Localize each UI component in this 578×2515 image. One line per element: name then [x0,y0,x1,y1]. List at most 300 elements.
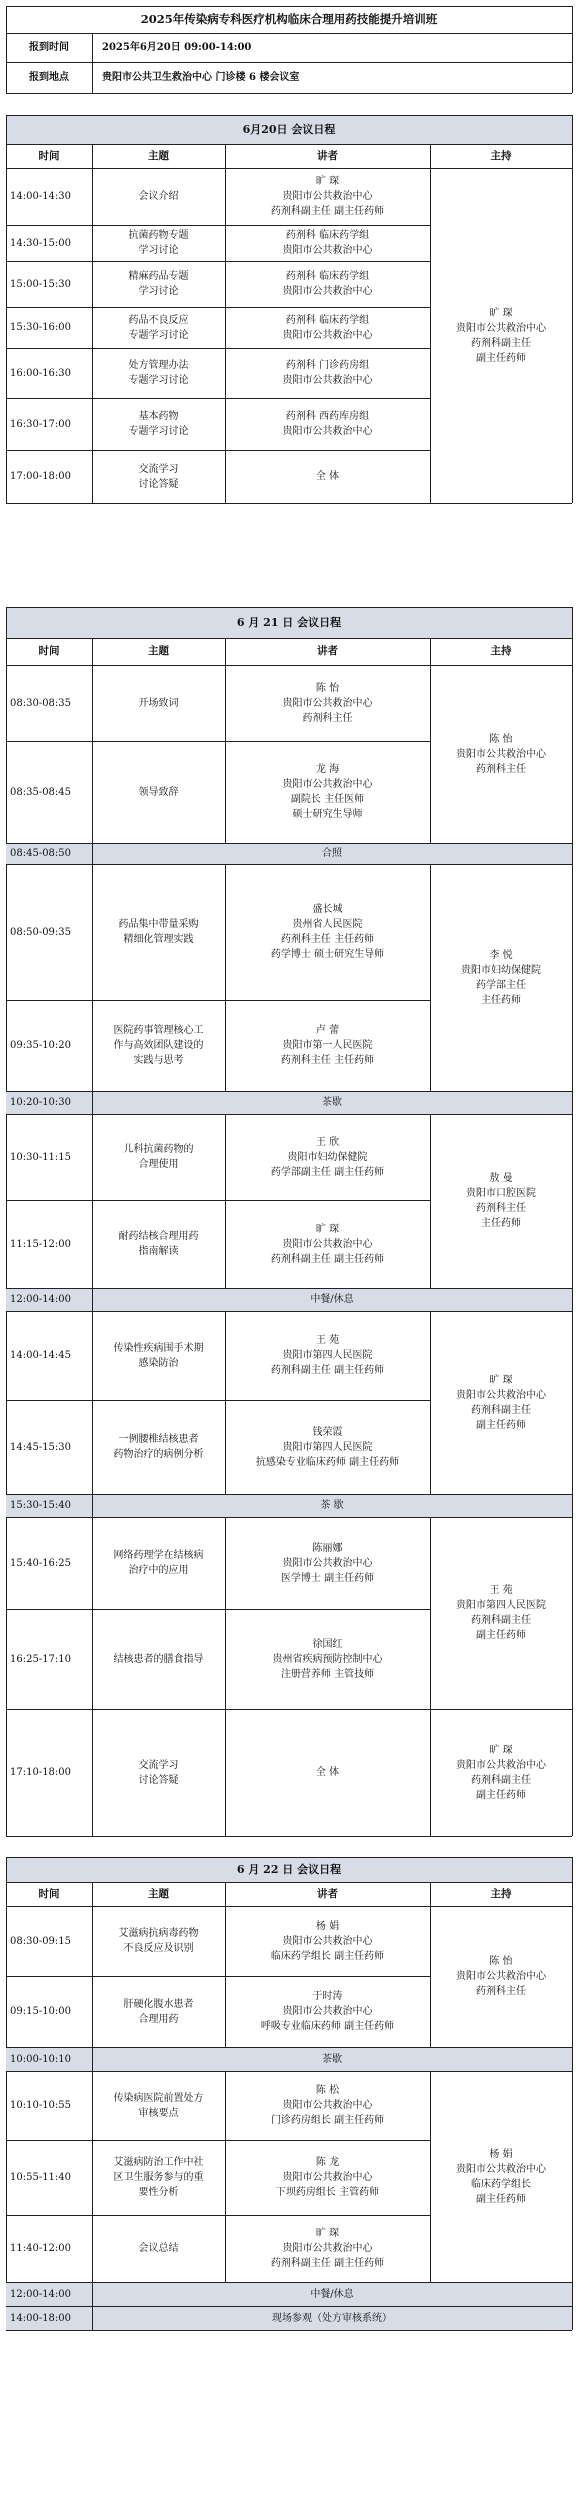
column-rule [225,2071,226,2140]
column-rule [225,2215,226,2282]
session-time: 10:10-10:55 [10,2100,72,2111]
session-host: 药剂科副主任 [471,1775,531,1786]
session-topic: 一例腰椎结核患者 [118,1434,199,1445]
session-host: 杨 娟 [489,2149,513,2160]
column-rule [430,665,431,741]
column-rule [225,307,226,348]
session-topic: 药品不良反应 [128,315,189,326]
session-topic: 专题学习讨论 [128,426,189,437]
session-speaker: 贵阳市公共救治中心 [282,2100,373,2111]
session-speaker: 钱荣霞 [312,1427,343,1438]
column-rule [430,2071,431,2140]
session-topic: 会议总结 [138,2243,179,2254]
session-topic: 合理使用 [138,1159,179,1170]
session-speaker: 药剂科 临床药学组 [285,315,370,326]
column-rule [430,450,431,503]
session-speaker: 副院长 主任医师 [290,794,365,805]
column-header-time: 时间 [38,1888,60,1900]
session-host: 贵阳市公共救治中心 [456,749,546,760]
row-rule [6,398,430,399]
column-header-host: 主持 [490,150,512,162]
column-rule [6,665,7,1836]
session-speaker: 贵阳市公共救治中心 [282,245,373,256]
session-topic: 艾滋病防治工作中社 [113,2157,204,2168]
column-rule [225,168,226,225]
session-speaker: 临床药学组长 副主任药师 [270,1951,385,1962]
session-time: 11:40-12:00 [10,2243,72,2254]
column-rule [430,348,431,398]
session-speaker: 药剂科 门诊药房组 [285,360,370,371]
session-host: 陈 怡 [489,1956,513,1967]
session-speaker: 药剂科 临床药学组 [285,230,370,241]
column-rule [430,1114,431,1200]
session-host: 药剂科副主任 [471,338,531,349]
column-rule [430,1976,431,2047]
session-speaker: 注册营养师 主管技师 [280,1669,375,1680]
session-topic: 领导致辞 [138,787,179,798]
column-rule [225,1709,226,1836]
session-topic: 合理用药 [138,2014,179,2025]
session-time: 08:30-08:35 [10,698,72,709]
session-time: 16:00-16:30 [10,368,72,379]
session-topic: 耐药结核合理用药 [118,1231,199,1242]
session-topic: 讨论答疑 [138,479,179,490]
session-host: 药剂科副主任 [471,1615,531,1626]
row-rule [430,1114,572,1115]
session-speaker: 旷 琛 [315,176,340,187]
session-speaker: 药剂科 临床药学组 [285,271,370,282]
session-topic: 指南解读 [138,1246,179,1257]
column-rule [225,741,226,843]
session-time: 15:30-15:40 [10,1500,72,1511]
break-label: 中餐/休息 [310,2289,354,2300]
session-host: 主任药师 [481,1218,521,1229]
session-speaker: 贵阳市公共救治中心 [282,779,373,790]
session-host: 旷 琛 [489,1375,513,1386]
column-rule [430,168,431,225]
session-topic: 讨论答疑 [138,1775,179,1786]
session-host: 副主任药师 [476,1790,526,1801]
session-topic: 药品集中带量采购 [118,919,199,930]
session-speaker: 全 体 [315,471,340,482]
row-rule [6,2215,430,2216]
column-rule [225,348,226,398]
column-rule [92,1114,93,1200]
session-topic: 作与高效团队建设的 [113,1040,204,1051]
row-rule [6,2140,430,2141]
column-rule [92,1000,93,1091]
session-time: 14:30-15:00 [10,238,72,249]
session-time: 08:35-08:45 [10,787,72,798]
row-rule [6,2330,572,2331]
report-place-label: 报到地点 [29,72,69,83]
session-time: 08:50-09:35 [10,927,72,938]
session-speaker: 贵阳市公共救治中心 [282,191,373,202]
session-topic: 开场致词 [138,698,179,709]
session-speaker: 贵州省疾病预防控制中心 [272,1654,383,1665]
session-topic: 艾滋病抗病毒药物 [118,1928,199,1939]
session-host: 贵阳市口腔医院 [466,1188,536,1199]
session-topic: 处方管理办法 [128,360,189,371]
column-rule [430,741,431,843]
column-rule [92,1200,93,1288]
column-rule [572,1906,573,2330]
session-host: 药剂科副主任 [471,1405,531,1416]
session-speaker: 药剂科副主任 副主任药师 [270,2258,385,2269]
session-speaker: 贵阳市第四人民医院 [282,1442,373,1453]
column-header-speaker: 讲者 [317,150,338,162]
column-header-speaker: 讲者 [317,1888,338,1900]
row-rule [430,168,572,169]
row-rule [6,1609,430,1610]
column-rule [572,1857,573,1906]
session-time: 08:30-09:15 [10,1936,72,1947]
session-speaker: 于时涛 [312,1991,343,2002]
column-rule [430,1400,431,1494]
session-topic: 药物治疗的病例分析 [113,1449,204,1460]
session-host: 旷 琛 [489,1745,513,1756]
session-speaker: 陈 松 [315,2085,340,2096]
session-host: 副主任药师 [476,1420,526,1431]
session-host: 药学部主任 [476,980,526,991]
session-time: 14:00-14:45 [10,1350,72,1361]
column-rule [430,1906,431,1976]
row-rule [6,503,430,504]
column-rule [225,1609,226,1709]
column-rule [225,450,226,503]
column-rule [225,864,226,1000]
session-host: 贵阳市公共救治中心 [456,1390,546,1401]
session-time: 09:15-10:00 [10,2006,72,2017]
column-rule [92,1517,93,1609]
column-rule [92,450,93,503]
column-header-topic: 主题 [148,1888,169,1900]
row-rule [6,638,572,639]
session-time: 11:15-12:00 [10,1239,72,1250]
session-speaker: 贵阳市公共救治中心 [282,1936,373,1947]
break-label: 茶 歇 [320,1500,344,1511]
session-speaker: 贵阳市公共救治中心 [282,426,373,437]
session-time: 14:00-18:00 [10,2313,72,2324]
session-speaker: 陈 龙 [315,2157,340,2168]
column-rule [430,1200,431,1288]
column-rule [92,864,93,1000]
row-rule [6,307,430,308]
session-topic: 交流学习 [138,1760,179,1771]
row-rule [430,1906,572,1907]
row-rule [6,450,430,451]
session-speaker: 贵阳市第一人民医院 [282,1040,373,1051]
row-rule [430,2282,572,2283]
column-rule [430,1609,431,1709]
session-speaker: 贵阳市公共救治中心 [282,2006,373,2017]
session-topic: 抗菌药物专题 [128,230,189,241]
session-speaker: 旷 琛 [315,1224,340,1235]
session-host: 贵阳市公共救治中心 [456,1971,546,1982]
row-rule [430,2047,572,2048]
day-title: 6 月 21 日 会议日程 [236,616,342,629]
break-label: 现场参观（处方审核系统） [272,2313,392,2324]
session-speaker: 全 体 [315,1767,340,1778]
row-rule [6,225,430,226]
column-rule [92,261,93,307]
row-rule [6,1976,430,1977]
row-rule [6,1200,430,1201]
column-rule [225,1906,226,1976]
session-speaker: 抗感染专业临床药师 副主任药师 [255,1457,400,1468]
session-speaker: 药剂科主任 主任药师 [280,934,375,945]
column-rule [92,1311,93,1400]
row-rule [430,1709,572,1710]
column-rule [430,261,431,307]
session-speaker: 贵阳市公共救治中心 [282,286,373,297]
session-host: 贵阳市公共救治中心 [456,1760,546,1771]
session-topic: 学习讨论 [138,245,179,256]
row-rule [430,1091,572,1092]
session-topic: 实践与思考 [133,1055,184,1066]
session-host: 药剂科主任 [476,764,526,775]
row-rule [6,1836,430,1837]
row-rule [430,1494,572,1495]
column-rule [225,1400,226,1494]
row-rule [6,93,572,94]
session-topic: 学习讨论 [138,286,179,297]
session-speaker: 下坝药房组长 主管药师 [275,2187,380,2198]
session-time: 10:20-10:30 [10,1097,72,1108]
session-speaker: 王 欣 [315,1137,340,1148]
column-rule [225,225,226,261]
column-rule [92,398,93,450]
report-time-value: 2025年6月20日 09:00-14:00 [102,42,252,53]
session-topic: 肝硬化腹水患者 [123,1999,194,2010]
session-topic: 治疗中的应用 [128,1565,189,1576]
column-rule [92,665,93,741]
column-rule [92,33,93,93]
session-speaker: 门诊药房组长 副主任药师 [270,2115,385,2126]
session-time: 15:40-16:25 [10,1558,72,1569]
session-host: 药剂科主任 [476,1203,526,1214]
column-rule [225,2140,226,2215]
row-rule [6,741,430,742]
column-rule [92,307,93,348]
column-rule [225,398,226,450]
column-rule [430,1000,431,1091]
session-host: 李 悦 [489,950,513,961]
column-rule [430,1709,431,1836]
row-rule [6,1709,430,1710]
column-rule [430,2140,431,2215]
column-rule [92,2140,93,2215]
session-time: 12:00-14:00 [10,1294,72,1305]
row-rule [6,1857,572,1858]
session-host: 陈 怡 [489,734,513,745]
column-rule [225,1200,226,1288]
session-host: 副主任药师 [476,353,526,364]
session-time: 15:30-16:00 [10,322,72,333]
session-speaker: 贵州省人民医院 [292,919,363,930]
column-rule [92,2215,93,2282]
column-rule [92,1976,93,2047]
row-rule [430,2071,572,2072]
report-time-label: 报到时间 [29,42,69,53]
session-speaker: 药学博士 硕士研究生导师 [270,949,385,960]
column-rule [6,168,7,503]
column-header-speaker: 讲者 [317,645,338,657]
session-host: 副主任药师 [476,1630,526,1641]
session-speaker: 贵阳市公共救治中心 [282,330,373,341]
column-rule [225,1114,226,1200]
session-time: 17:00-18:00 [10,471,72,482]
session-topic: 审核要点 [138,2108,179,2119]
session-time: 12:00-14:00 [10,2289,72,2300]
session-speaker: 药剂科副主任 副主任药师 [270,206,385,217]
row-rule [6,1882,572,1883]
row-rule [6,1400,430,1401]
column-header-topic: 主题 [148,645,169,657]
session-speaker: 硕士研究生导师 [292,809,363,820]
session-time: 10:00-10:10 [10,2054,72,2065]
row-rule [430,1311,572,1312]
session-time: 14:45-15:30 [10,1442,72,1453]
day-title: 6月20日 会议日程 [242,123,336,136]
column-rule [572,6,573,93]
column-rule [572,115,573,168]
column-rule [225,1976,226,2047]
column-rule [430,1517,431,1609]
session-topic: 不良反应及识别 [123,1943,194,1954]
session-speaker: 贵阳市公共救治中心 [282,698,373,709]
row-rule [430,864,572,865]
session-speaker: 徐国红 [312,1639,343,1650]
session-speaker: 旷 琛 [315,2228,340,2239]
session-speaker: 王 苑 [315,1335,340,1346]
session-speaker: 药剂科 西药库房组 [285,411,370,422]
session-time: 17:10-18:00 [10,1767,72,1778]
session-host: 旷 琛 [489,308,513,319]
session-topic: 儿科抗菌药物的 [123,1144,194,1155]
session-speaker: 呼吸专业临床药师 副主任药师 [260,2021,395,2032]
column-rule [430,864,431,1000]
session-speaker: 贵阳市公共救治中心 [282,375,373,386]
column-rule [225,1000,226,1091]
column-rule [572,168,573,503]
row-rule [430,503,572,504]
day-title: 6 月 22 日 会议日程 [236,1863,342,1876]
session-host: 临床药学组长 [471,2179,531,2190]
session-topic: 专题学习讨论 [128,330,189,341]
column-rule [225,261,226,307]
break-label: 中餐/休息 [310,1294,354,1305]
column-rule [225,1311,226,1400]
session-topic: 基本药物 [138,411,179,422]
column-rule [92,168,93,225]
session-topic: 专题学习讨论 [128,375,189,386]
column-header-time: 时间 [38,645,60,657]
session-host: 贵阳市第四人民医院 [456,1600,546,1611]
session-time: 08:45-08:50 [10,848,72,859]
session-host: 敖 曼 [489,1173,513,1184]
session-speaker: 药剂科副主任 副主任药师 [270,1254,385,1265]
row-rule [6,33,572,34]
page-title: 2025年传染病专科医疗机构临床合理用药技能提升培训班 [140,12,438,26]
session-topic: 精细化管理实践 [123,934,194,945]
session-speaker: 贵阳市公共救治中心 [282,1239,373,1250]
break-label: 茶歇 [322,1097,342,1108]
column-rule [92,741,93,843]
session-topic: 精麻药品专题 [128,271,189,282]
column-rule [430,225,431,261]
session-speaker: 贵阳市妇幼保健院 [287,1152,368,1163]
session-topic: 交流学习 [138,464,179,475]
row-rule [6,115,572,116]
session-time: 10:30-11:15 [10,1152,72,1163]
session-time: 16:25-17:10 [10,1654,72,1665]
session-speaker: 杨 娟 [315,1921,340,1932]
column-rule [92,1709,93,1836]
column-rule [92,1400,93,1494]
session-speaker: 贵阳市公共救治中心 [282,1558,373,1569]
column-rule [430,307,431,348]
row-rule [6,144,572,145]
column-rule [92,348,93,398]
column-rule [430,398,431,450]
session-topic: 传染性疾病围手术期 [113,1343,204,1354]
session-topic: 结核患者的膳食指导 [113,1654,204,1665]
session-speaker: 龙 海 [315,764,340,775]
report-place-value: 贵阳市公共卫生救治中心 门诊楼 6 楼会议室 [102,72,300,83]
column-rule [92,2071,93,2140]
break-label: 合照 [322,848,342,859]
session-host: 副主任药师 [476,2194,526,2205]
session-time: 16:30-17:00 [10,419,72,430]
session-topic: 感染防治 [138,1358,179,1369]
column-rule [92,225,93,261]
session-host: 王 苑 [489,1585,513,1596]
session-speaker: 贵阳市第四人民医院 [282,1350,373,1361]
row-rule [6,2306,572,2307]
session-time: 10:55-11:40 [10,2172,72,2183]
row-rule [6,1000,430,1001]
session-topic: 要性分析 [138,2187,179,2198]
session-speaker: 陈丽娜 [312,1543,343,1554]
column-rule [572,665,573,1836]
session-host: 贵阳市公共救治中心 [456,2164,546,2175]
session-time: 15:00-15:30 [10,279,72,290]
row-rule [430,665,572,666]
row-rule [430,843,572,844]
row-rule [6,607,572,608]
column-rule [92,1609,93,1709]
column-header-topic: 主题 [148,150,169,162]
column-rule [6,1906,7,2330]
session-speaker: 药剂科主任 主任药师 [280,1055,375,1066]
row-rule [6,348,430,349]
column-rule [92,1906,93,1976]
row-rule [430,1517,572,1518]
column-rule [225,665,226,741]
session-host: 贵阳市公共救治中心 [456,323,546,334]
column-header-host: 主持 [490,1888,512,1900]
session-speaker: 盛长城 [312,904,343,915]
break-label: 茶歇 [322,2054,342,2065]
session-topic: 医院药事管理核心工 [113,1025,204,1036]
session-topic: 传染病医院前置处方 [113,2093,204,2104]
session-topic: 网络药理学在结核病 [113,1550,204,1561]
session-speaker: 卢 蕾 [315,1025,340,1036]
session-time: 09:35-10:20 [10,1040,72,1051]
column-rule [430,2215,431,2282]
row-rule [6,6,572,7]
